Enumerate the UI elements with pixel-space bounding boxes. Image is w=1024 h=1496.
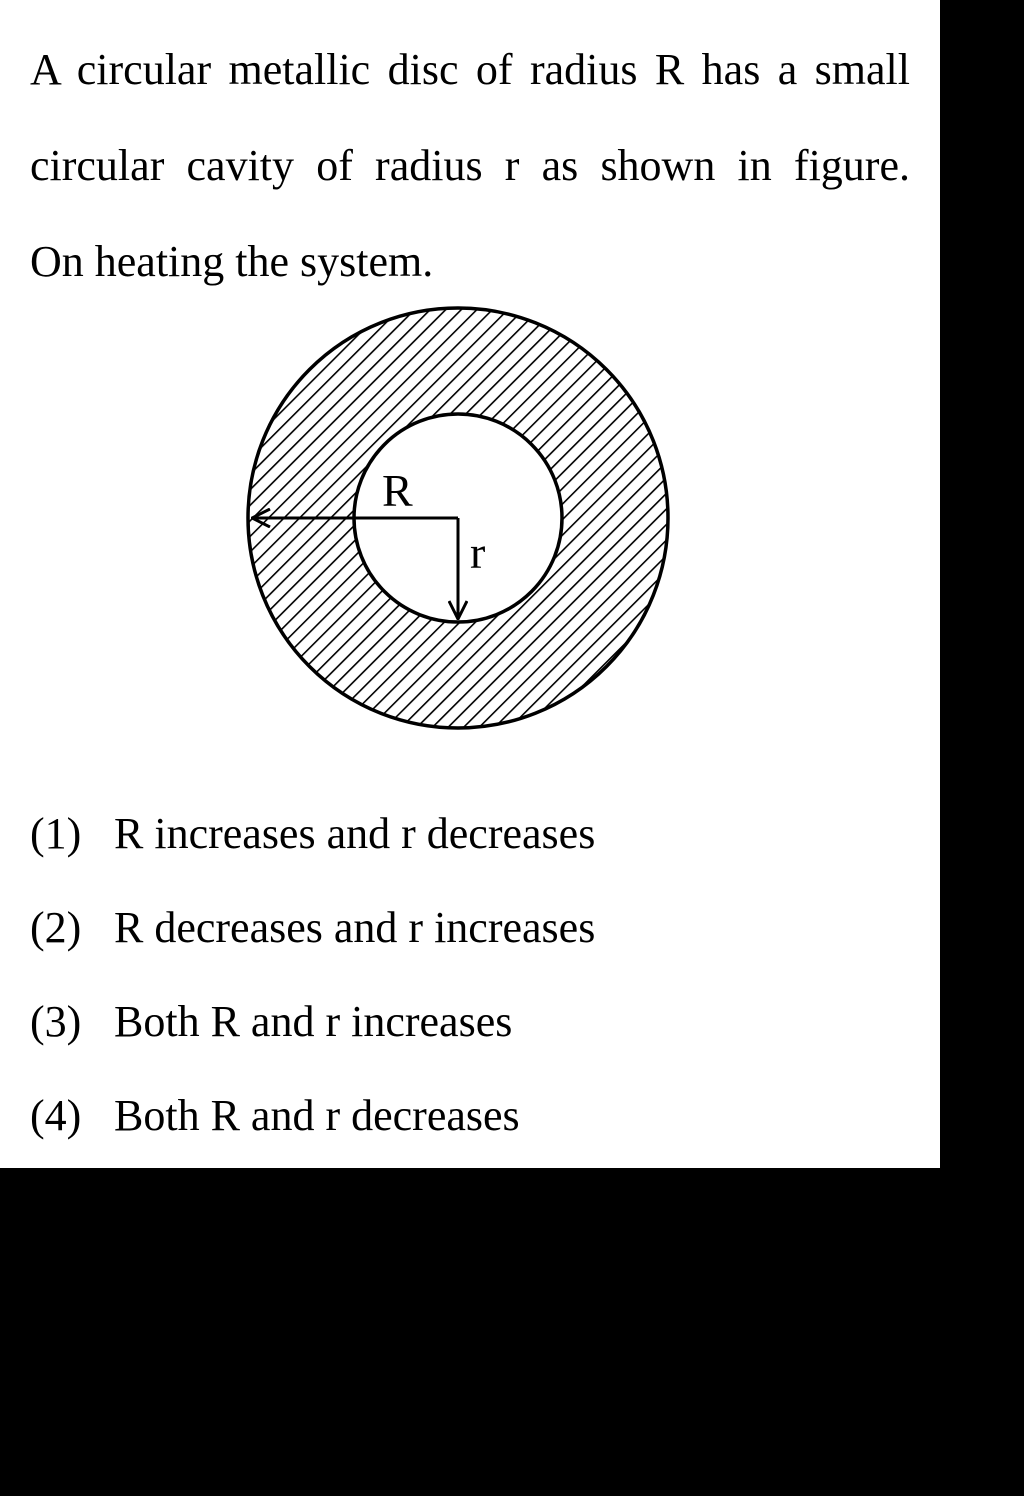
option-number: (2) (30, 903, 82, 952)
answer-options (30, 804, 595, 1180)
inner-radius-label: r (470, 527, 486, 578)
question-line-3: On heating the system. (30, 237, 434, 286)
option-text: Both R and r increases (114, 997, 513, 1046)
option-1[interactable] (30, 804, 595, 898)
option-3[interactable] (30, 992, 595, 1086)
option-number: (4) (30, 1091, 82, 1140)
option-4[interactable] (30, 1086, 595, 1180)
question-text (30, 22, 910, 310)
disc-with-cavity-figure (246, 306, 670, 730)
option-2[interactable] (30, 898, 595, 992)
outer-radius-label: R (382, 465, 413, 516)
option-number: (3) (30, 997, 82, 1046)
option-text: Both R and r decreases (114, 1091, 520, 1140)
option-text: R decreases and r increases (114, 903, 596, 952)
question-line-1: A circular metallic disc of radius R has a small (30, 45, 910, 94)
question-line-2: circular cavity of radius r as shown in figure. (30, 141, 910, 190)
option-text: R increases and r decreases (114, 809, 596, 858)
option-number: (1) (30, 809, 82, 858)
